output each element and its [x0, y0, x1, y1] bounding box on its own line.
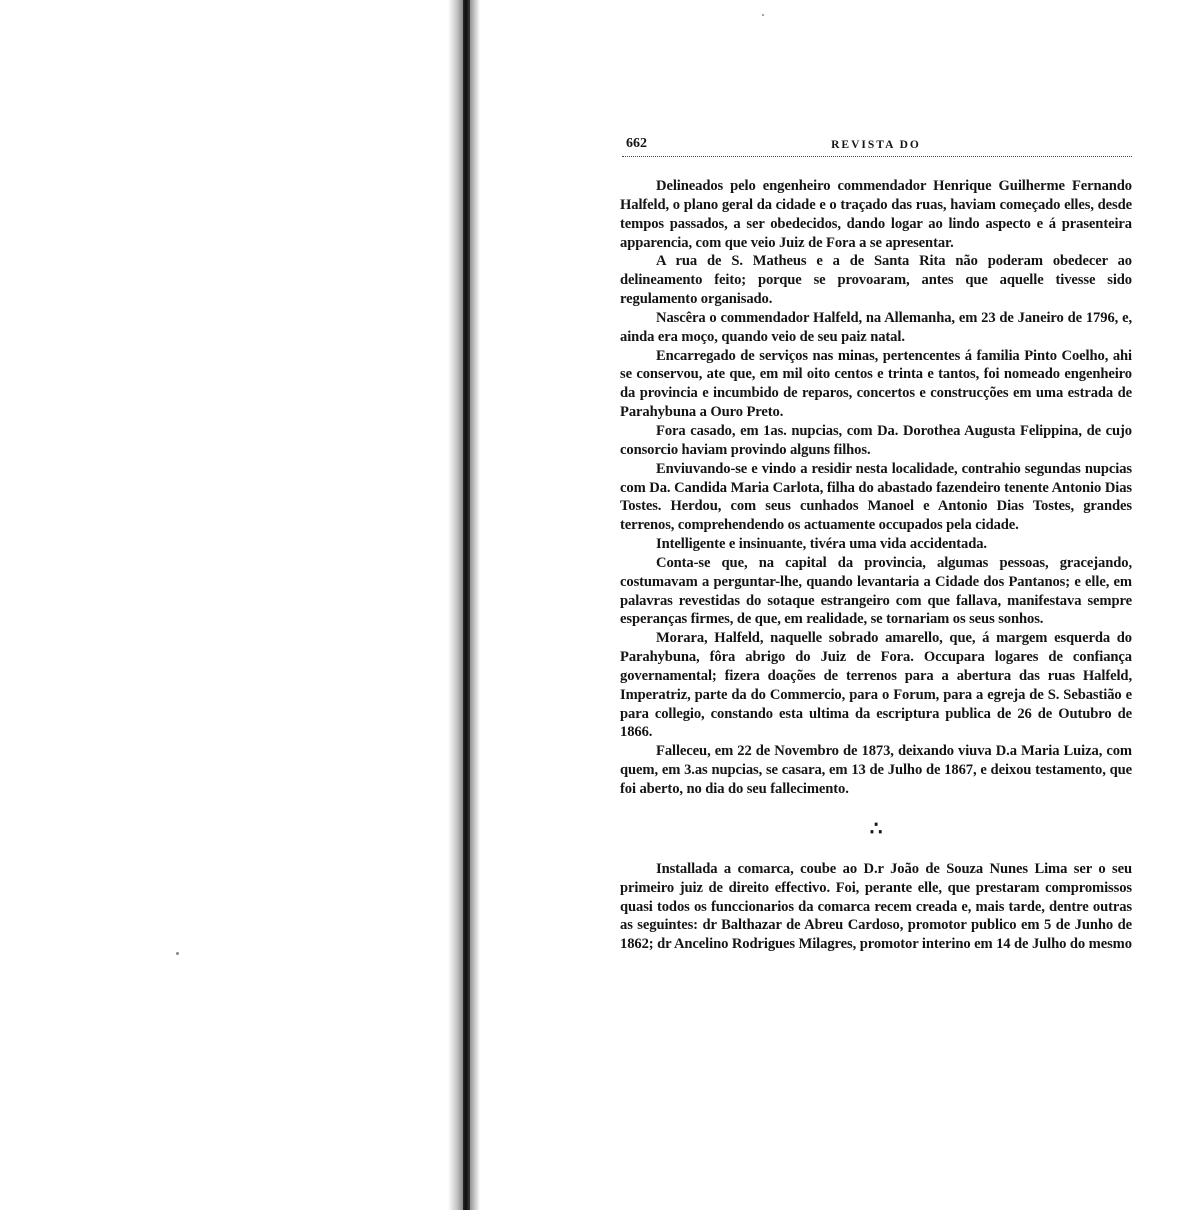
paper-speck — [762, 14, 764, 16]
paragraph: Falleceu, em 22 de Novembro de 1873, deixando viuva D.a Maria Luiza, com quem, em 3.as nupcias, se casara, em 13 de Julho de 1867, e deixou testamento, que foi aberto, no dia do seu fallecimento. — [620, 743, 1132, 797]
paragraph: Nascêra o commendador Halfeld, na Allemanha, em 23 de Janeiro de 1796, e, ainda era moço, quando veio de seu paiz natal. — [620, 309, 1132, 345]
book-spine — [463, 0, 470, 1210]
book-gutter-shadow — [448, 0, 464, 1210]
paragraph: Delineados pelo engenheiro commendador Henrique Guilherme Fernando Halfeld, o plano geral da cidade e o traçado das ruas, haviam começado elles, desde tempos passados, a ser obedecidos, dando logar ao lindo aspecto e á prasenteira apparencia, com que veio Juiz de Fora a se apresentar. — [620, 178, 1132, 251]
paragraph: Installada a comarca, coube ao D.r João de Souza Nunes Lima ser o seu primeiro juiz de direito effectivo. Foi, perante elle, que prestaram compromissos quasi todos os funccionarios da comarca recem creada e, mais tarde, dentre outras as seguintes: dr Balthazar de Abreu Cardoso, promotor publico em 5 de Junho de 1862; dr Ancelino Rodrigues Milagres, promotor interino em 14 de Julho do mesmo — [620, 860, 1132, 953]
running-head: REVISTA DO — [831, 139, 921, 151]
paragraph: Conta-se que, na capital da provincia, algumas pessoas, gracejando, costumavam a perguntar-lhe, quando levantaria a Cidade dos Pantanos; e elle, em palavras revestidas do sotaque estrangeiro com que fallava, manifestava sempre esperanças firmes, de que, em realidade, se tornariam os seus sonhos. — [620, 554, 1132, 628]
paragraph: Intelligente e insinuante, tivéra uma vida accidentada. — [656, 536, 987, 553]
header-rule — [622, 156, 1132, 157]
page-header — [620, 130, 1132, 156]
paper-speck — [176, 952, 179, 955]
body-text — [620, 177, 1132, 954]
document-page — [620, 130, 1132, 954]
paragraph: Morara, Halfeld, naquelle sobrado amarello, que, á margem esquerda do Parahybuna, fôra abrigo do Juiz de Fora. Occupara logares de confiança governamental; fizera doações de terrenos para a abertura das ruas Halfeld, Imperatriz, parte da do Commercio, para o Forum, para a egreja de S. Sebastião e para collegio, constando esta ultima da escriptura publica de 26 de Outubro de 1866. — [620, 630, 1132, 741]
book-gutter-edge — [470, 0, 480, 1210]
page-number: 662 — [626, 136, 647, 151]
paragraph: Encarregado de serviços nas minas, pertencentes á familia Pinto Coelho, ahi se conservou, ate que, em mil oito centos e trinta e tantos, foi nomeado engenheiro da provincia e incumbido de reparos, concertos e construcções em uma estrada de Parahybuna a Ouro Preto. — [620, 347, 1132, 421]
section-divider-mark: ∴ — [869, 817, 883, 840]
section-divider — [620, 819, 1132, 839]
paragraph: Enviuvando-se e vindo a residir nesta localidade, contrahio segundas nupcias com Da. Candida Maria Carlota, filha do abastado fazendeiro tenente Antonio Dias Tostes. Herdou, com seus cunhados Manoel e Antonio Dias Tostes, grandes terrenos, comprehendendo os actuamente occupados pela cidade. — [620, 460, 1132, 534]
paragraph: A rua de S. Matheus e a de Santa Rita não poderam obedecer ao delineamento feito; porque se provoaram, antes que aquelle tivesse sido regulamento organisado. — [620, 253, 1132, 308]
paragraph: Fora casado, em 1as. nupcias, com Da. Dorothea Augusta Felippina, de cujo consorcio haviam provindo alguns filhos. — [620, 422, 1132, 458]
